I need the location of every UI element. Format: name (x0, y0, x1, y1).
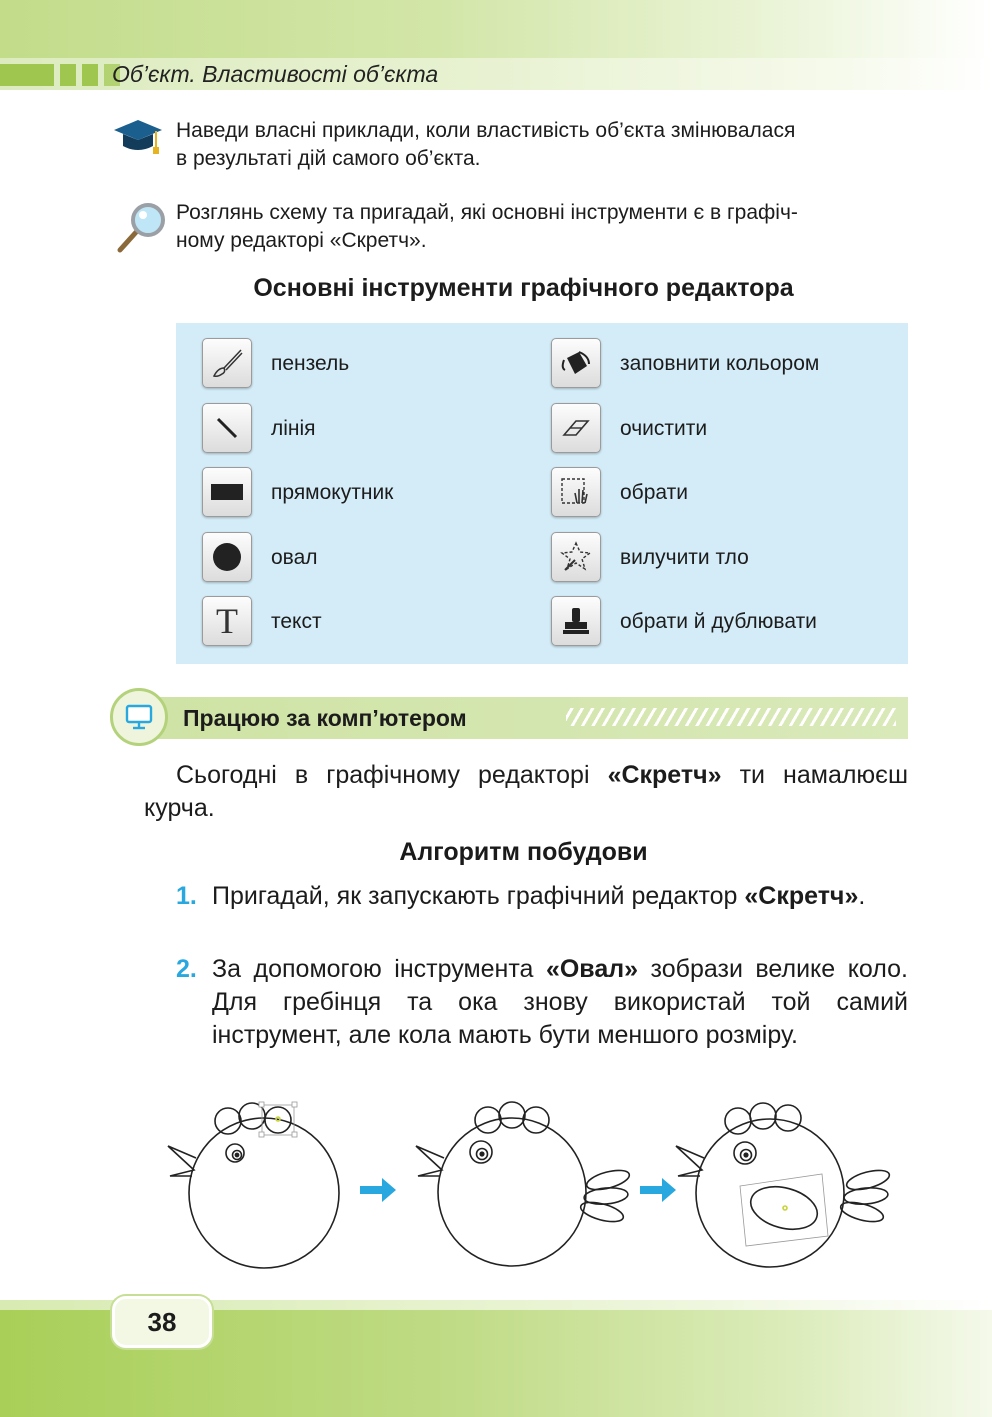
header-blocks (0, 64, 120, 86)
text-icon: T (202, 596, 252, 646)
magnifier-icon (112, 200, 168, 256)
remove-background-icon (551, 532, 601, 582)
task-paragraph: Сьогодні в графічному редакторі «Скретч» ти намалюєш курча. (144, 761, 908, 822)
tool-label-brush: пензель (271, 352, 350, 375)
chapter-title: Об’єкт. Властивості об’єкта (112, 61, 439, 87)
eraser-icon (551, 403, 601, 453)
algorithm-heading: Алгоритм побудови (399, 838, 648, 866)
tool-label-eraser: очистити (620, 417, 708, 440)
tool-label-fill: заповнити кольором (620, 352, 820, 375)
brush-icon (202, 338, 252, 388)
select-icon (551, 467, 601, 517)
page-number: 38 (147, 1306, 177, 1337)
chick-illustrations (160, 1088, 920, 1278)
tool-label-text: текст (271, 610, 322, 633)
intro-paragraph-1: Наведи власні приклади, коли властивість об’єкта змінювалася в результаті дій самого об’єкта. (176, 119, 796, 170)
chick-stage-3 (676, 1103, 891, 1267)
tool-label-oval: овал (271, 546, 318, 569)
tool-label-remove-bg: вилучити тло (620, 546, 749, 569)
chick-stage-2 (416, 1102, 631, 1266)
chick-stage-1 (168, 1102, 339, 1268)
step-2: 2. За допомогою інструмента «Овал» зобрази велике коло. Для гребінця та ока знову використай той самий інструмент, але кола мають бути меншого розміру. (176, 955, 908, 1049)
intro-paragraph-2: Розглянь схему та пригадай, які основні інструменти є в графіч- ному редакторі «Скретч». (176, 201, 798, 252)
section-hatch (566, 708, 896, 726)
tools-heading: Основні інструменти графічного редактора (253, 274, 794, 302)
tool-label-stamp: обрати й дублювати (620, 610, 817, 633)
tool-label-line: лінія (271, 417, 316, 440)
tool-label-select: обрати (620, 481, 688, 504)
computer-icon (110, 688, 168, 746)
tool-label-rectangle: прямокутник (271, 481, 394, 504)
line-icon (202, 403, 252, 453)
page-number-box (112, 1296, 212, 1348)
arrow-icon (360, 1178, 676, 1202)
rectangle-icon (202, 467, 252, 517)
section-title: Працюю за комп’ютером (183, 705, 467, 731)
fill-bucket-icon (551, 338, 601, 388)
stamp-icon (551, 596, 601, 646)
header-band (0, 0, 992, 58)
graduation-cap-icon (112, 118, 164, 158)
step-1: 1. Пригадай, як запускають графічний редактор «Скретч». (176, 882, 866, 910)
oval-icon (202, 532, 252, 582)
